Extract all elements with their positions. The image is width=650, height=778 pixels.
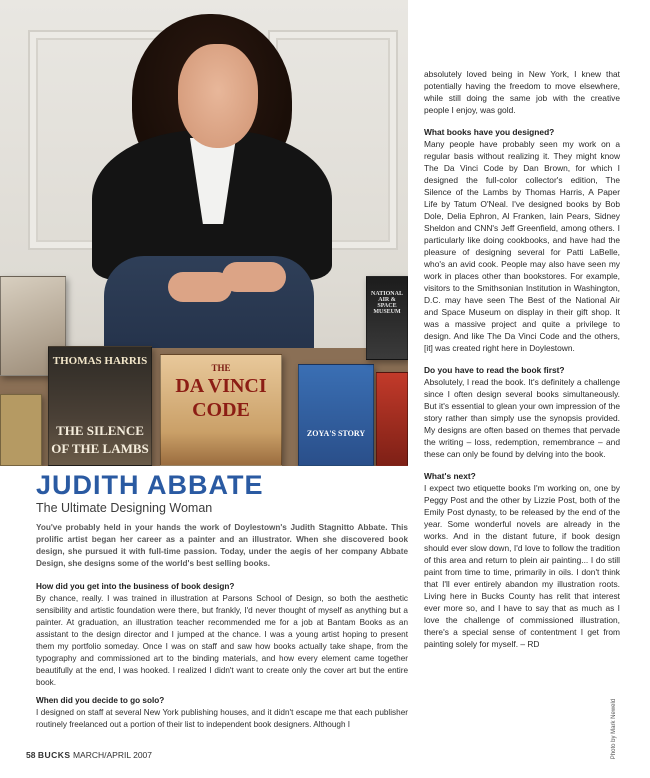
question-whats-next: What's next? xyxy=(424,471,476,481)
book-left-bottom xyxy=(0,394,42,466)
person-face xyxy=(178,44,258,148)
book-silence-of-the-lambs xyxy=(48,346,152,466)
question-business: How did you get into the business of book design? xyxy=(36,582,235,591)
intro-paragraph: You've probably held in your hands the work of Doylestown's Judith Stagnitto Abbate. This prolific artist began her career as a painter and an illustrator. When she discovered book design, she pursued it with full-time passion. Today, under the aegis of her company Abbate Design, she designs some of the world's best selling books. xyxy=(36,523,408,568)
profile-name: JUDITH ABBATE xyxy=(36,470,264,500)
question-books-designed: What books have you designed? xyxy=(424,127,555,137)
book-da-vinci-code xyxy=(160,354,282,466)
book-zoya-title: ZOYA'S STORY xyxy=(306,429,366,438)
book-silence-title-2: OF THE LAMBS xyxy=(51,441,149,456)
portrait-photo xyxy=(0,0,408,466)
page-footer xyxy=(26,750,152,760)
person-hand-right xyxy=(222,262,286,292)
issue-date: MARCH/APRIL 2007 xyxy=(72,750,153,760)
right-column xyxy=(424,68,620,650)
book-right-red xyxy=(376,372,408,466)
profile-subtitle: The Ultimate Designing Woman xyxy=(36,501,213,515)
book-davinci-the: THE xyxy=(211,363,231,373)
book-national-air-space xyxy=(366,276,408,360)
answer-whats-next: I expect two etiquette books I'm working on, one by Peggy Post and the other by Lizzie Post, both of the Emily Post dynasty, to be released by the end of the year. Some wonderful novels are already in the works. And in the distant future, if book design should ever slow down, I'd love to follow the tradition of this area and return to plein air painting... I do still paint from time to time, primarily in oils. I don't think that I'll ever entirely abandon my illustration roots. Living here in Bucks County has relit that interest ever more so, and I have to say that as much as I love the challenge of commissioned illustration, there's a special sense of contentment I get from painting solely for myself. – RD xyxy=(424,483,620,649)
photo-credit-text: Photo by Mark Neweld xyxy=(611,698,618,760)
left-body xyxy=(36,581,408,731)
photo-credit xyxy=(610,700,620,760)
right-opening-paragraph: absolutely loved being in New York, I knew that potentially having the freedom to move elsewhere, while still doing the same job with the creative people I enjoy, was gold. xyxy=(424,69,620,115)
book-silence-author: THOMAS HARRIS xyxy=(52,355,148,367)
book-zoyas-story xyxy=(298,364,374,466)
book-national-title: NATIONAL AIR & SPACE MUSEUM xyxy=(371,291,403,315)
book-davinci-code: CODE xyxy=(192,399,250,421)
answer-go-solo: I designed on staff at several New York publishing houses, and it didn't escape me that each publisher routinely freelanced out a portion of their list to independent book designers. Although I xyxy=(36,708,408,729)
answer-books-designed: Many people have probably seen my work on a regular basis without realizing it. They might know The Da Vinci Code by Dan Brown, for which I designed the full-color collector's edition, The Silence of the Lambs by Thomas Harris, A Paper Life by Tatum O'Neal. I've designed books by Bob Dole, Delia Ephron, Al Franken, Iain Pears, Sidney Sheldon and CNN's Jeff Greenfield, among others. I particularly like doing cookbooks, and have had the pleasure of designing several for Patti LaBelle, who's an avid cook. People may also have seen my work in places other than bookstores. For example, visitors to the Smithsonian Institution in Washington, D.C. may have seen The Best of the National Air and Space Museum on display in their gift shop. It was a massive project and quite a privilege to design. And like The Da Vinci Code and the others, [it] was created right here in Doylestown. xyxy=(424,139,620,353)
answer-business: By chance, really. I was trained in illustration at Parsons School of Design, so both the aesthetic sensibility and artistic foundation were there, but frankly, I'd never thought of myself as anything but a painter. At graduation, an illustration teacher recommended me for a job at Bantam Books as an assistant to the design director and I jumped at the chance. I was a young artist hoping to present them my portfolio someday. Once I was on staff and saw how books actually take shape, from the typography and commissioned art to the binding materials, and how every element came together beautifully at the end, I was hooked. I realized I didn't want to create only the cover art but the entire book. xyxy=(36,594,408,687)
answer-read-first: Absolutely, I read the book. It's definitely a challenge since I often design several books simultaneously. But it's essential to glean your own impression of the story rather than simply use the synopsis provided. My designs are often based on themes that pervade the writing – loss, redemption, remembrance – and these can only be found by delving into the book. xyxy=(424,377,620,459)
magazine-name: BUCKS xyxy=(37,750,71,760)
book-davinci-title: DA VINCI xyxy=(175,375,267,397)
question-go-solo: When did you decide to go solo? xyxy=(36,696,165,705)
question-read-first: Do you have to read the book first? xyxy=(424,365,565,375)
book-silence-title-1: THE SILENCE xyxy=(56,423,144,438)
page-number: 58 xyxy=(26,750,36,760)
